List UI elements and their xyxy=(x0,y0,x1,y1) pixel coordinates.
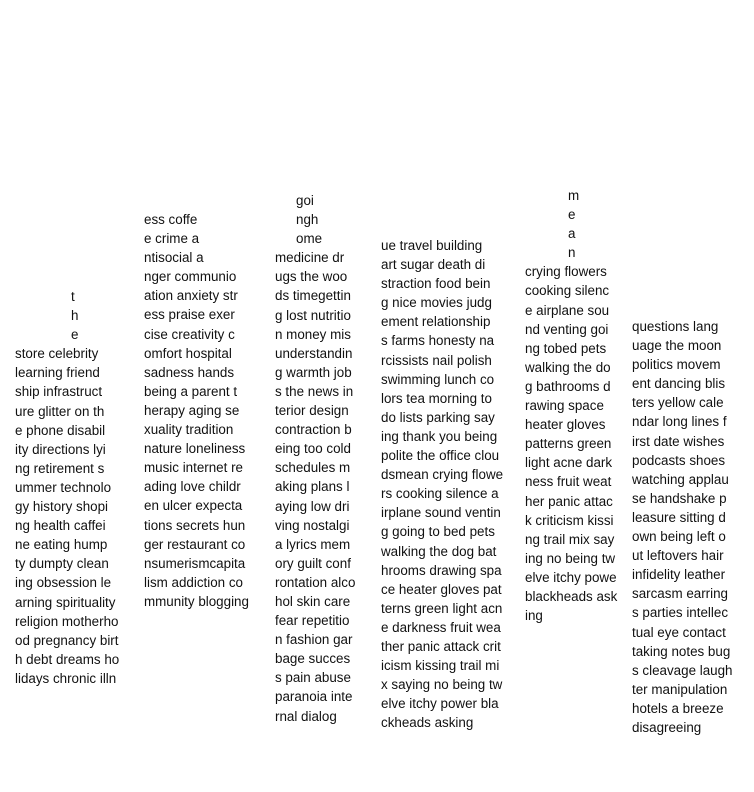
text-line: se handshake p xyxy=(632,490,727,506)
text-line: ng health caffei xyxy=(15,518,106,534)
text-line: contraction b xyxy=(275,422,352,438)
text-line: ving nostalgi xyxy=(275,517,350,533)
text-line: e phone disabil xyxy=(15,422,106,438)
text-line: ing xyxy=(525,608,543,624)
text-line: aking plans l xyxy=(275,479,350,495)
text-line: sadness hands xyxy=(144,364,235,380)
text-line: learning friend xyxy=(15,365,100,381)
text-line: nger communio xyxy=(144,269,237,285)
text-line: fear repetitio xyxy=(275,613,350,629)
column-header-letter: m xyxy=(568,188,580,203)
text-line: ing obsession le xyxy=(15,575,112,591)
text-line: icism kissing trail mi xyxy=(381,658,500,674)
text-line: ther panic attack crit xyxy=(381,638,501,654)
text-line: s farms honesty na xyxy=(381,333,495,349)
text-line: ess coffe xyxy=(144,212,198,227)
text-line: k criticism kissi xyxy=(525,512,614,528)
text-line: terior design xyxy=(275,403,349,419)
text-line: elve itchy power bla xyxy=(381,696,499,712)
text-column-3 xyxy=(275,191,355,726)
text-line: ndar long lines f xyxy=(632,414,727,430)
text-line: blackheads ask xyxy=(525,588,618,604)
text-line: heater gloves xyxy=(525,417,606,433)
text-line: ng tobed pets xyxy=(525,340,607,356)
text-line: lidays chronic illn xyxy=(15,670,117,686)
column-header-letter: n xyxy=(568,245,576,261)
text-line: cise creativity c xyxy=(144,326,235,342)
text-line: g nice movies judg xyxy=(381,295,492,311)
text-column-4 xyxy=(381,236,503,732)
text-line: religion motherho xyxy=(15,613,119,629)
text-line: medicine dr xyxy=(275,250,345,266)
text-line: h debt dreams ho xyxy=(15,651,120,667)
text-column-2 xyxy=(144,210,249,611)
text-line: bage succes xyxy=(275,651,351,667)
text-line: xuality tradition xyxy=(144,422,234,438)
text-line: s parties intellec xyxy=(632,605,729,621)
text-line: do lists parking say xyxy=(381,409,495,425)
text-line: s the news in xyxy=(275,383,354,399)
text-line: nsumerismcapita xyxy=(144,555,246,571)
text-line: ing no being tw xyxy=(525,550,616,566)
text-line: ness fruit weat xyxy=(525,474,612,490)
text-line: nd venting goi xyxy=(525,321,609,337)
text-line: n money mis xyxy=(275,326,351,342)
text-line: ation anxiety str xyxy=(144,288,238,304)
text-line: walking the do xyxy=(525,359,611,375)
text-line: ng trail mix say xyxy=(525,531,615,547)
text-line: crying flowers xyxy=(525,264,607,280)
text-line: e airplane sou xyxy=(525,302,610,318)
text-line: s pain abuse xyxy=(275,670,351,686)
text-line: omfort hospital xyxy=(144,345,232,361)
text-line: cooking silenc xyxy=(525,283,610,299)
text-line: ds timegettin xyxy=(275,288,351,304)
text-line: e darkness fruit wea xyxy=(381,619,501,635)
column-header-letter: ngh xyxy=(296,212,319,228)
text-line: hotels a breeze xyxy=(632,700,724,716)
text-line: ters yellow cale xyxy=(632,395,724,411)
text-line: en ulcer expecta xyxy=(144,498,243,514)
text-line: g going to bed pets xyxy=(381,524,495,540)
text-line: watching applau xyxy=(632,471,729,487)
text-line: arning spirituality xyxy=(15,594,116,610)
text-line: podcasts shoes xyxy=(632,452,726,468)
text-line: ut leftovers hair xyxy=(632,548,724,564)
text-line: taking notes bug xyxy=(632,643,731,659)
column-header-letter: a xyxy=(568,226,576,242)
text-line: rnal dialog xyxy=(275,708,337,724)
text-line: leasure sitting d xyxy=(632,509,726,525)
text-line: ntisocial a xyxy=(144,250,204,266)
text-line: ugs the woo xyxy=(275,269,348,285)
text-line: lors tea morning to xyxy=(381,390,492,406)
text-line: her panic attac xyxy=(525,493,613,509)
text-line: ement relationship xyxy=(381,314,491,330)
text-line: swimming lunch co xyxy=(381,371,495,387)
text-line: sarcasm earring xyxy=(632,586,728,602)
column-header-letter: e xyxy=(568,207,576,223)
text-line: disagreeing xyxy=(632,719,702,735)
text-column-5 xyxy=(525,186,617,625)
text-line: patterns green xyxy=(525,436,612,452)
text-line: ity directions lyi xyxy=(15,441,106,457)
column-header-letter: h xyxy=(71,308,79,324)
text-line: elve itchy powe xyxy=(525,569,617,585)
text-line: g lost nutritio xyxy=(275,307,351,323)
text-line: being a parent t xyxy=(144,383,238,399)
text-line: store celebrity xyxy=(15,346,99,362)
text-line: ce heater gloves pat xyxy=(381,581,502,597)
text-line: walking the dog bat xyxy=(381,543,497,559)
text-line: schedules m xyxy=(275,460,351,476)
text-line: ue travel building xyxy=(381,238,483,253)
text-line: mmunity blogging xyxy=(144,593,249,609)
column-header-letter: e xyxy=(71,327,79,343)
text-line: questions lang xyxy=(632,319,719,334)
text-line: irst date wishes xyxy=(632,433,725,449)
text-line: ory guilt conf xyxy=(275,555,351,571)
text-line: art sugar death di xyxy=(381,257,486,273)
text-line: g warmth job xyxy=(275,364,352,380)
text-line: terns green light acn xyxy=(381,600,503,616)
text-line: rcissists nail polish xyxy=(381,352,492,368)
text-line: ng retirement s xyxy=(15,460,105,476)
text-line: paranoia inte xyxy=(275,689,353,705)
text-line: aying low dri xyxy=(275,498,350,514)
text-line: ger restaurant co xyxy=(144,536,246,552)
text-line: ne eating hump xyxy=(15,537,108,553)
text-line: ess praise exer xyxy=(144,307,235,323)
text-line: rontation alco xyxy=(275,574,356,590)
text-line: tions secrets hun xyxy=(144,517,246,533)
text-line: own being left o xyxy=(632,529,726,545)
text-line: ter manipulation xyxy=(632,681,728,697)
text-line: rs cooking silence a xyxy=(381,486,499,502)
text-line: ing thank you being xyxy=(381,428,498,444)
text-line: herapy aging se xyxy=(144,402,240,418)
text-line: od pregnancy birt xyxy=(15,632,119,648)
text-line: ummer technolo xyxy=(15,479,112,495)
text-line: a lyrics mem xyxy=(275,536,351,552)
text-line: ading love childr xyxy=(144,479,241,495)
text-line: ure glitter on th xyxy=(15,403,105,419)
text-line: light acne dark xyxy=(525,455,613,471)
text-line: ent dancing blis xyxy=(632,376,726,392)
text-line: n fashion gar xyxy=(275,632,353,648)
text-line: straction food bein xyxy=(381,276,491,292)
column-header-letter: goi xyxy=(296,193,314,208)
text-line: hol skin care xyxy=(275,593,351,609)
text-line: politics movem xyxy=(632,357,721,373)
text-line: tual eye contact xyxy=(632,624,726,640)
text-line: rawing space xyxy=(525,398,604,414)
text-line: uage the moon xyxy=(632,338,722,354)
text-line: hrooms drawing spa xyxy=(381,562,502,578)
text-line: g bathrooms d xyxy=(525,378,611,394)
column-header-letter: t xyxy=(71,289,75,304)
column-header-letter: ome xyxy=(296,231,323,247)
text-line: nature loneliness xyxy=(144,441,246,457)
text-line: eing too cold xyxy=(275,441,351,457)
text-line: e crime a xyxy=(144,231,200,247)
text-line: music internet re xyxy=(144,460,243,476)
text-line: polite the office clou xyxy=(381,448,500,464)
text-column-6 xyxy=(632,317,733,737)
text-line: irplane sound ventin xyxy=(381,505,501,521)
text-line: lism addiction co xyxy=(144,574,243,590)
text-line: understandin xyxy=(275,345,353,361)
text-line: dsmean crying flowe xyxy=(381,467,504,483)
text-line: ship infrastruct xyxy=(15,384,103,400)
text-line: s cleavage laugh xyxy=(632,662,733,678)
text-line: x saying no being tw xyxy=(381,677,503,693)
text-line: ckheads asking xyxy=(381,715,474,731)
text-line: ty dumpty clean xyxy=(15,556,109,572)
text-line: gy history shopi xyxy=(15,499,109,515)
text-column-1 xyxy=(15,287,119,688)
text-line: infidelity leather xyxy=(632,567,726,583)
